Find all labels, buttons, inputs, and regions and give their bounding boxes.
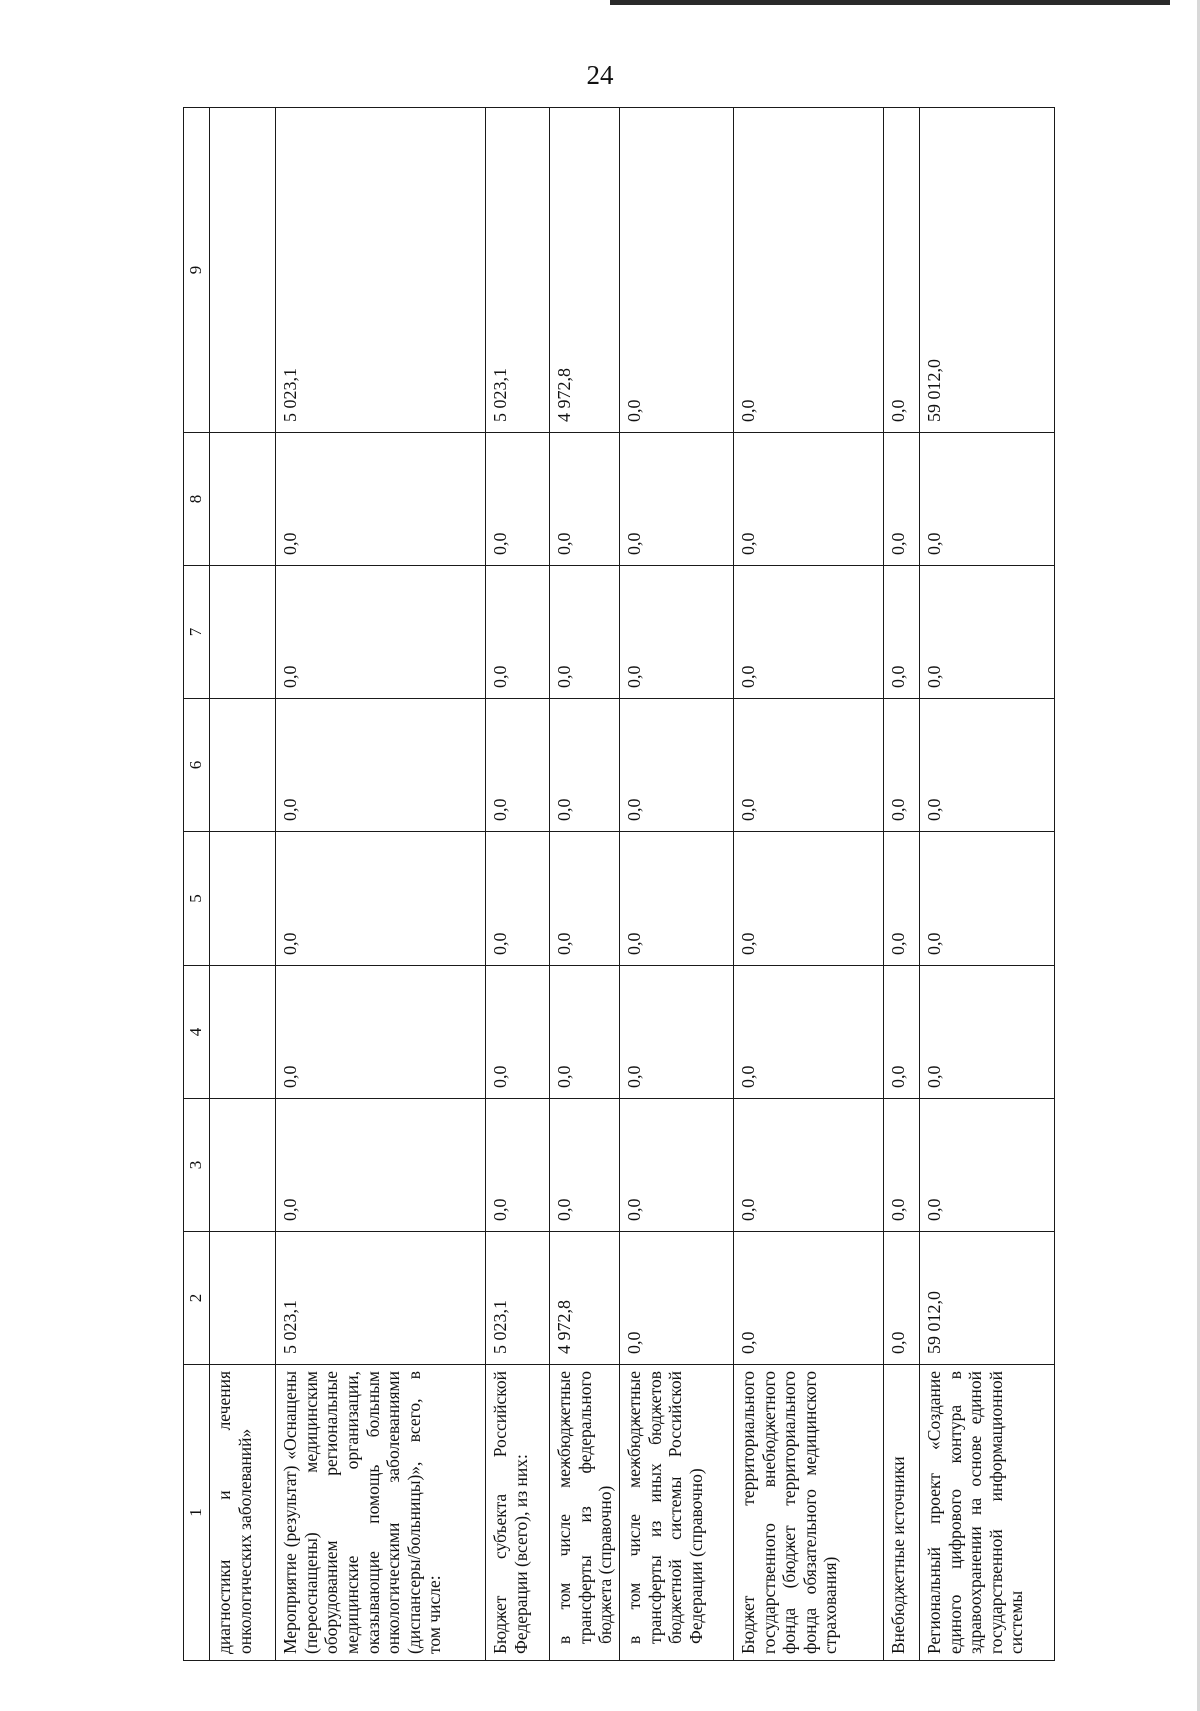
value-cell: 0,0: [276, 966, 486, 1099]
value-cell: [210, 1099, 276, 1232]
value-cell: 0,0: [619, 832, 733, 966]
column-header: 1: [184, 1365, 210, 1661]
value-cell: 0,0: [733, 966, 883, 1099]
value-cell: 0,0: [276, 832, 486, 966]
value-cell: 0,0: [733, 832, 883, 966]
value-cell: 0,0: [619, 966, 733, 1099]
value-cell: 0,0: [550, 1099, 620, 1232]
value-cell: 0,0: [550, 832, 620, 966]
value-cell: [210, 699, 276, 832]
value-cell: 5 023,1: [276, 108, 486, 433]
table-row: [550, 108, 620, 1661]
table-body: [184, 108, 1055, 1661]
row-label: Бюджет субъекта Российской Федерации (всего), из них:: [486, 1365, 550, 1661]
value-cell: 0,0: [883, 1099, 919, 1232]
value-cell: 0,0: [919, 699, 1054, 832]
value-cell: 0,0: [883, 1232, 919, 1365]
value-cell: [210, 433, 276, 566]
row-label: Внебюджетные источники: [883, 1365, 919, 1661]
value-cell: 0,0: [883, 699, 919, 832]
value-cell: 0,0: [276, 699, 486, 832]
financing-table: [183, 107, 1055, 1661]
table-row: [486, 108, 550, 1661]
value-cell: 0,0: [486, 566, 550, 699]
column-header: 8: [184, 433, 210, 566]
value-cell: 0,0: [733, 699, 883, 832]
value-cell: 0,0: [919, 1099, 1054, 1232]
value-cell: [210, 1232, 276, 1365]
value-cell: 0,0: [619, 1232, 733, 1365]
value-cell: 0,0: [550, 566, 620, 699]
value-cell: 0,0: [619, 699, 733, 832]
value-cell: 0,0: [883, 832, 919, 966]
page-number: 24: [586, 60, 614, 90]
row-label: в том числе межбюджетные трансферты из иных бюджетов бюджетной системы Российской Федерации (справочно): [619, 1365, 733, 1661]
table-row: [883, 108, 919, 1661]
value-cell: 0,0: [883, 966, 919, 1099]
rotated-table-frame: [183, 108, 1068, 1661]
value-cell: [210, 832, 276, 966]
scan-edge-top: [610, 0, 1170, 5]
value-cell: 0,0: [550, 433, 620, 566]
value-cell: 0,0: [486, 832, 550, 966]
column-header: 5: [184, 832, 210, 966]
value-cell: 0,0: [550, 699, 620, 832]
value-cell: 0,0: [883, 433, 919, 566]
value-cell: 5 023,1: [486, 108, 550, 433]
value-cell: 0,0: [619, 1099, 733, 1232]
table-row: [619, 108, 733, 1661]
value-cell: 5 023,1: [486, 1232, 550, 1365]
value-cell: [210, 966, 276, 1099]
value-cell: 0,0: [919, 832, 1054, 966]
value-cell: 0,0: [733, 1099, 883, 1232]
value-cell: [210, 566, 276, 699]
value-cell: 0,0: [919, 433, 1054, 566]
value-cell: 0,0: [883, 566, 919, 699]
value-cell: 0,0: [619, 566, 733, 699]
table-row: [733, 108, 883, 1661]
table-row: [210, 108, 276, 1661]
rotated-table-wrapper: [183, 108, 1068, 1661]
value-cell: 0,0: [733, 566, 883, 699]
column-header: 7: [184, 566, 210, 699]
value-cell: 0,0: [486, 433, 550, 566]
value-cell: 0,0: [919, 966, 1054, 1099]
value-cell: 5 023,1: [276, 1232, 486, 1365]
value-cell: 0,0: [619, 433, 733, 566]
row-label: Мероприятие (результат) «Оснащены (переоснащены) медицинским оборудованием региональные медицинские организации, оказывающие помощь больным онкологическими заболеваниями (диспансеры/больницы)», всего, в том числе:: [276, 1365, 486, 1661]
table-row: [919, 108, 1054, 1661]
value-cell: 0,0: [486, 699, 550, 832]
value-cell: 0,0: [276, 566, 486, 699]
value-cell: 4 972,8: [550, 108, 620, 433]
value-cell: 0,0: [486, 966, 550, 1099]
value-cell: 59 012,0: [919, 108, 1054, 433]
value-cell: 0,0: [733, 1232, 883, 1365]
value-cell: 0,0: [619, 108, 733, 433]
value-cell: 0,0: [883, 108, 919, 433]
value-cell: 0,0: [276, 433, 486, 566]
column-header: 6: [184, 699, 210, 832]
value-cell: 4 972,8: [550, 1232, 620, 1365]
row-label: Бюджет территориального государственного внебюджетного фонда (бюджет территориального фонда обязательного медицинского страхования): [733, 1365, 883, 1661]
value-cell: 0,0: [733, 433, 883, 566]
row-label: в том числе межбюджетные трансферты из федерального бюджета (справочно): [550, 1365, 620, 1661]
header-row: [184, 108, 210, 1661]
value-cell: 0,0: [919, 566, 1054, 699]
column-header: 4: [184, 966, 210, 1099]
value-cell: 0,0: [276, 1099, 486, 1232]
column-header: 2: [184, 1232, 210, 1365]
value-cell: 59 012,0: [919, 1232, 1054, 1365]
value-cell: 0,0: [733, 108, 883, 433]
value-cell: 0,0: [550, 966, 620, 1099]
row-label: Региональный проект «Создание единого цифрового контура в здравоохранении на основе единой государственной информационной системы: [919, 1365, 1054, 1661]
column-header: 9: [184, 108, 210, 433]
column-header: 3: [184, 1099, 210, 1232]
table-row: [276, 108, 486, 1661]
value-cell: [210, 108, 276, 433]
row-label: диагностики и лечения онкологических заболеваний»: [210, 1365, 276, 1661]
value-cell: 0,0: [486, 1099, 550, 1232]
